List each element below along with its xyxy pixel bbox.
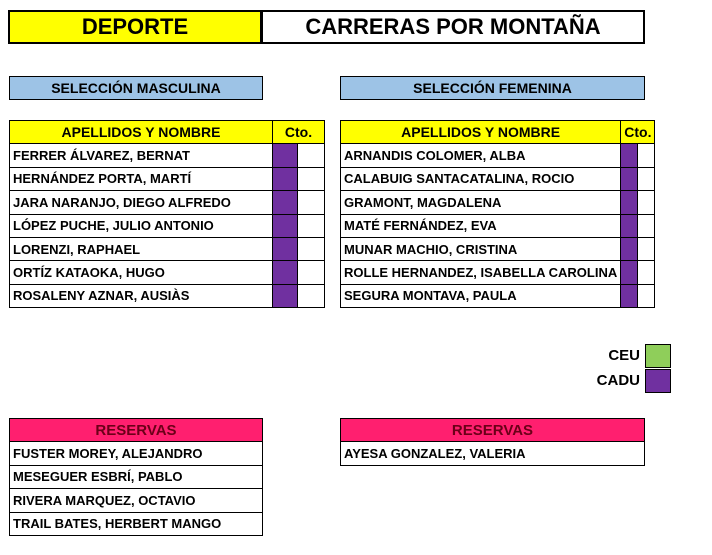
athlete-name: ORTÍZ KATAOKA, HUGO [10, 261, 273, 284]
reserve-name: MESEGUER ESBRÍ, PABLO [10, 465, 263, 488]
column-header-name: APELLIDOS Y NOMBRE [341, 121, 621, 144]
athlete-row [10, 144, 325, 167]
category-cell [273, 191, 298, 214]
category-cell [273, 167, 298, 190]
athlete-row [10, 261, 325, 284]
cto-cell [637, 191, 655, 214]
athlete-row [341, 214, 655, 237]
category-cell [621, 167, 637, 190]
reserve-name: FUSTER MOREY, ALEJANDRO [10, 442, 263, 465]
athlete-name: SEGURA MONTAVA, PAULA [341, 284, 621, 307]
category-cell [621, 214, 637, 237]
cto-cell [298, 191, 325, 214]
athlete-name: ROSALENY AZNAR, AUSIÀS [10, 284, 273, 307]
legend-label-ceu: CEU [608, 347, 640, 364]
athlete-name: ROLLE HERNANDEZ, ISABELLA CAROLINA [341, 261, 621, 284]
category-cell [273, 284, 298, 307]
reserves-header-row [10, 419, 263, 442]
cto-cell [637, 284, 655, 307]
male-reserves-table [9, 418, 263, 536]
female-reserves-table [340, 418, 645, 466]
category-cell [621, 191, 637, 214]
athlete-name: GRAMONT, MAGDALENA [341, 191, 621, 214]
legend-label-cadu: CADU [596, 372, 640, 389]
cto-cell [637, 237, 655, 260]
category-cell [273, 144, 298, 167]
reserve-name: AYESA GONZALEZ, VALERIA [341, 442, 645, 465]
athlete-name: FERRER ÁLVAREZ, BERNAT [10, 144, 273, 167]
athlete-row [10, 191, 325, 214]
column-header-name: APELLIDOS Y NOMBRE [10, 121, 273, 144]
sport-label: DEPORTE [8, 10, 262, 44]
athlete-name: HERNÁNDEZ PORTA, MARTÍ [10, 167, 273, 190]
category-cell [621, 144, 637, 167]
female-roster-table [340, 120, 655, 308]
cto-cell [298, 284, 325, 307]
cto-cell [637, 261, 655, 284]
legend-swatch-cadu [645, 369, 671, 393]
legend-swatch-ceu [645, 344, 671, 368]
athlete-name: CALABUIG SANTACATALINA, ROCIO [341, 167, 621, 190]
category-cell [273, 237, 298, 260]
category-cell [273, 261, 298, 284]
athlete-row [10, 237, 325, 260]
cto-cell [298, 214, 325, 237]
athlete-row [10, 284, 325, 307]
cto-cell [298, 144, 325, 167]
male-roster-table [9, 120, 325, 308]
column-header-cto: Cto. [621, 121, 655, 144]
category-cell [621, 237, 637, 260]
reserve-name: RIVERA MARQUEZ, OCTAVIO [10, 489, 263, 512]
athlete-name: MUNAR MACHIO, CRISTINA [341, 237, 621, 260]
athlete-row [341, 261, 655, 284]
column-header-cto: Cto. [273, 121, 325, 144]
athlete-row [10, 167, 325, 190]
sport-name: CARRERAS POR MONTAÑA [261, 10, 645, 44]
athlete-name: MATÉ FERNÁNDEZ, EVA [341, 214, 621, 237]
cto-cell [298, 261, 325, 284]
athlete-name: JARA NARANJO, DIEGO ALFREDO [10, 191, 273, 214]
reserves-title: RESERVAS [10, 419, 263, 442]
athlete-row [10, 214, 325, 237]
reserves-header-row [341, 419, 645, 442]
cto-cell [637, 144, 655, 167]
cto-cell [298, 167, 325, 190]
reserves-title: RESERVAS [341, 419, 645, 442]
athlete-row [341, 191, 655, 214]
reserve-row [10, 442, 263, 465]
cto-cell [637, 214, 655, 237]
table-header-row [341, 121, 655, 144]
reserve-row [10, 489, 263, 512]
male-selection-title: SELECCIÓN MASCULINA [9, 76, 263, 100]
athlete-name: LÓPEZ PUCHE, JULIO ANTONIO [10, 214, 273, 237]
athlete-row [341, 167, 655, 190]
athlete-row [341, 284, 655, 307]
cto-cell [298, 237, 325, 260]
athlete-name: LORENZI, RAPHAEL [10, 237, 273, 260]
table-header-row [10, 121, 325, 144]
athlete-row [341, 237, 655, 260]
cto-cell [637, 167, 655, 190]
athlete-name: ARNANDIS COLOMER, ALBA [341, 144, 621, 167]
reserve-row [10, 465, 263, 488]
reserve-row [10, 512, 263, 535]
category-cell [273, 214, 298, 237]
reserve-name: TRAIL BATES, HERBERT MANGO [10, 512, 263, 535]
category-cell [621, 284, 637, 307]
reserve-row [341, 442, 645, 465]
athlete-row [341, 144, 655, 167]
female-selection-title: SELECCIÓN FEMENINA [340, 76, 645, 100]
category-cell [621, 261, 637, 284]
